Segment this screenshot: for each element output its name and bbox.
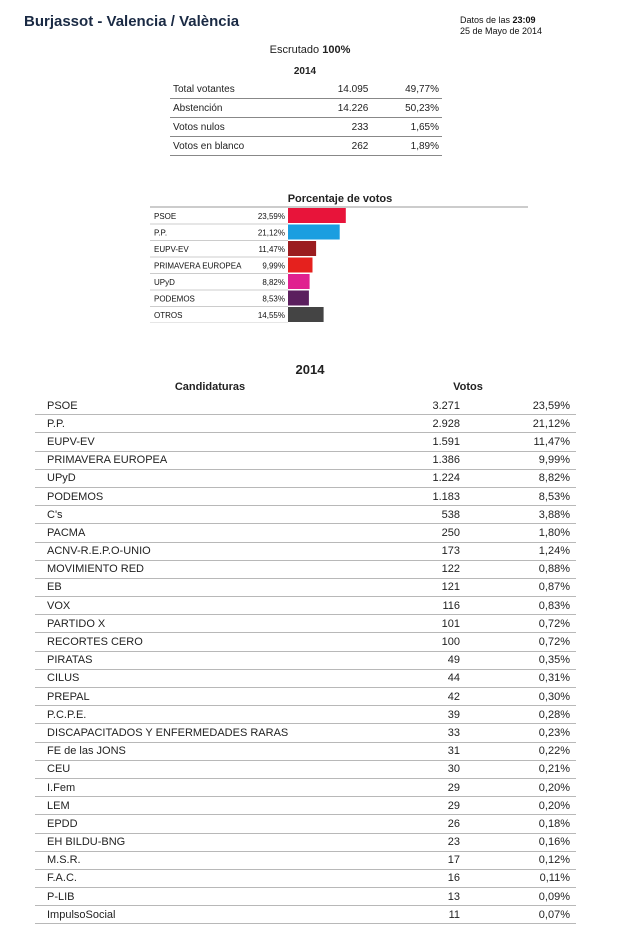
result-row (35, 451, 576, 469)
result-row (35, 869, 576, 887)
party-pct: 9,99% (460, 451, 576, 469)
results-year: 2014 (295, 362, 325, 377)
party-votes: 1.386 (340, 451, 460, 469)
summary-label: Abstención (170, 99, 307, 118)
party-votes: 250 (340, 524, 460, 542)
party-votes: 17 (340, 851, 460, 869)
party-pct: 0,28% (460, 706, 576, 724)
result-row (35, 797, 576, 815)
summary-value: 262 (307, 137, 372, 156)
party-pct: 0,30% (460, 688, 576, 706)
party-name: MOVIMIENTO RED (35, 560, 340, 578)
result-row (35, 597, 576, 615)
result-row (35, 688, 576, 706)
result-row (35, 815, 576, 833)
party-pct: 0,72% (460, 633, 576, 651)
party-votes: 11 (340, 906, 460, 924)
party-pct: 0,09% (460, 888, 576, 906)
escrutado-label: Escrutado (269, 44, 323, 56)
party-pct: 0,20% (460, 778, 576, 796)
escrutado-status (0, 44, 620, 56)
party-name: PIRATAS (35, 651, 340, 669)
party-name: ACNV-R.E.P.O-UNIO (35, 542, 340, 560)
party-name: PRIMAVERA EUROPEA (35, 451, 340, 469)
party-name: RECORTES CERO (35, 633, 340, 651)
party-votes: 30 (340, 760, 460, 778)
party-name: F.A.C. (35, 869, 340, 887)
party-votes: 122 (340, 560, 460, 578)
party-pct: 0,21% (460, 760, 576, 778)
party-votes: 116 (340, 597, 460, 615)
bar (288, 274, 310, 289)
party-votes: 173 (340, 542, 460, 560)
result-row (35, 633, 576, 651)
results-table (35, 397, 576, 924)
result-row (35, 433, 576, 451)
party-votes: 33 (340, 724, 460, 742)
party-votes: 29 (340, 778, 460, 796)
data-timestamp (460, 15, 542, 37)
party-pct: 0,35% (460, 651, 576, 669)
party-name: P.P. (35, 415, 340, 433)
party-name: PODEMOS (35, 487, 340, 505)
party-pct: 1,80% (460, 524, 576, 542)
party-name: ImpulsoSocial (35, 906, 340, 924)
party-pct: 0,22% (460, 742, 576, 760)
result-row (35, 851, 576, 869)
bar-category-label: P.P. (154, 228, 168, 238)
summary-row (170, 80, 442, 99)
summary-row (170, 99, 442, 118)
party-votes: 121 (340, 578, 460, 596)
bar-category-label: PSOE (154, 212, 177, 221)
summary-value: 14.095 (307, 80, 372, 99)
party-votes: 538 (340, 506, 460, 524)
page-title (24, 13, 239, 30)
party-votes: 1.183 (340, 487, 460, 505)
escrutado-value: 100% (322, 44, 351, 56)
party-votes: 101 (340, 615, 460, 633)
party-votes: 31 (340, 742, 460, 760)
summary-pct: 1,65% (371, 118, 442, 137)
timestamp-time: 23:09 (512, 15, 536, 25)
party-pct: 0,87% (460, 578, 576, 596)
region-name: - Valencia / València (93, 13, 240, 30)
summary-pct: 1,89% (371, 137, 442, 156)
party-pct: 8,82% (460, 469, 576, 487)
party-pct: 0,23% (460, 724, 576, 742)
result-row (35, 487, 576, 505)
result-row (35, 760, 576, 778)
bar (288, 208, 346, 223)
bar-category-label: OTROS (154, 311, 183, 320)
party-name: FE de las JONS (35, 742, 340, 760)
party-pct: 0,31% (460, 669, 576, 687)
summary-value: 233 (307, 118, 372, 137)
vote-percentage-chart (150, 205, 530, 323)
party-name: PACMA (35, 524, 340, 542)
party-name: DISCAPACITADOS Y ENFERMEDADES RARAS (35, 724, 340, 742)
party-pct: 0,12% (460, 851, 576, 869)
party-name: P.C.P.E. (35, 706, 340, 724)
summary-pct: 50,23% (371, 99, 442, 118)
summary-value: 14.226 (307, 99, 372, 118)
result-row (35, 524, 576, 542)
result-row (35, 415, 576, 433)
party-votes: 44 (340, 669, 460, 687)
result-row (35, 542, 576, 560)
bar-value-label: 14,55% (257, 311, 285, 320)
result-row (35, 778, 576, 796)
bar-category-label: PRIMAVERA EUROPEA (154, 261, 242, 271)
party-votes: 2.928 (340, 415, 460, 433)
party-name: LEM (35, 797, 340, 815)
party-name: VOX (35, 597, 340, 615)
party-name: PSOE (35, 397, 340, 415)
bar-category-label: PODEMOS (154, 294, 195, 304)
timestamp-prefix: Datos de las (460, 15, 513, 25)
bar-category-label: UPyD (154, 278, 175, 287)
party-pct: 21,12% (460, 415, 576, 433)
party-name: EUPV-EV (35, 433, 340, 451)
party-votes: 1.591 (340, 433, 460, 451)
bar-value-label: 8,53% (262, 294, 285, 304)
bar (288, 258, 313, 273)
result-row (35, 578, 576, 596)
party-votes: 1.224 (340, 469, 460, 487)
column-header-votos: Votos (453, 381, 483, 393)
party-votes: 42 (340, 688, 460, 706)
result-row (35, 651, 576, 669)
result-row (35, 833, 576, 851)
party-pct: 0,16% (460, 833, 576, 851)
party-name: UPyD (35, 469, 340, 487)
result-row (35, 706, 576, 724)
summary-label: Votos nulos (170, 118, 307, 137)
result-row (35, 560, 576, 578)
party-pct: 11,47% (460, 433, 576, 451)
party-pct: 8,53% (460, 487, 576, 505)
summary-table (170, 80, 442, 156)
summary-label: Total votantes (170, 80, 307, 99)
party-name: P-LIB (35, 888, 340, 906)
summary-year: 2014 (293, 66, 317, 77)
result-row (35, 615, 576, 633)
party-votes: 16 (340, 869, 460, 887)
bar-value-label: 11,47% (258, 245, 285, 254)
party-votes: 3.271 (340, 397, 460, 415)
party-pct: 3,88% (460, 506, 576, 524)
party-votes: 29 (340, 797, 460, 815)
result-row (35, 742, 576, 760)
summary-label: Votos en blanco (170, 137, 307, 156)
party-votes: 26 (340, 815, 460, 833)
party-name: C's (35, 506, 340, 524)
bar-category-label: EUPV-EV (154, 245, 189, 254)
party-pct: 0,20% (460, 797, 576, 815)
party-name: CILUS (35, 669, 340, 687)
party-votes: 49 (340, 651, 460, 669)
party-pct: 0,72% (460, 615, 576, 633)
party-pct: 0,11% (460, 869, 576, 887)
result-row (35, 724, 576, 742)
party-votes: 39 (340, 706, 460, 724)
party-name: PARTIDO X (35, 615, 340, 633)
party-pct: 0,83% (460, 597, 576, 615)
result-row (35, 506, 576, 524)
bar-value-label: 9,99% (262, 261, 285, 271)
party-name: PREPAL (35, 688, 340, 706)
summary-pct: 49,77% (371, 80, 442, 99)
bar (288, 225, 340, 240)
chart-title: Porcentaje de votos (287, 193, 393, 205)
party-name: M.S.R. (35, 851, 340, 869)
bar (288, 291, 309, 306)
bar-value-label: 21,12% (257, 228, 285, 238)
result-row (35, 888, 576, 906)
summary-row (170, 137, 442, 156)
bar-value-label: 23,59% (257, 212, 285, 221)
party-pct: 0,07% (460, 906, 576, 924)
result-row (35, 397, 576, 415)
party-name: EB (35, 578, 340, 596)
result-row (35, 669, 576, 687)
party-votes: 100 (340, 633, 460, 651)
party-name: EH BILDU-BNG (35, 833, 340, 851)
party-name: I.Fem (35, 778, 340, 796)
column-header-candidaturas: Candidaturas (174, 381, 246, 393)
party-pct: 1,24% (460, 542, 576, 560)
party-pct: 23,59% (460, 397, 576, 415)
party-name: CEU (35, 760, 340, 778)
municipality-name: Burjassot (24, 13, 94, 30)
party-pct: 0,88% (460, 560, 576, 578)
party-votes: 23 (340, 833, 460, 851)
bar-value-label: 8,82% (262, 278, 285, 287)
party-votes: 13 (340, 888, 460, 906)
result-row (35, 469, 576, 487)
party-pct: 0,18% (460, 815, 576, 833)
bar (288, 307, 324, 322)
party-name: EPDD (35, 815, 340, 833)
summary-row (170, 118, 442, 137)
result-row (35, 906, 576, 924)
timestamp-date: 25 de Mayo de 2014 (460, 26, 543, 36)
bar (288, 241, 316, 256)
